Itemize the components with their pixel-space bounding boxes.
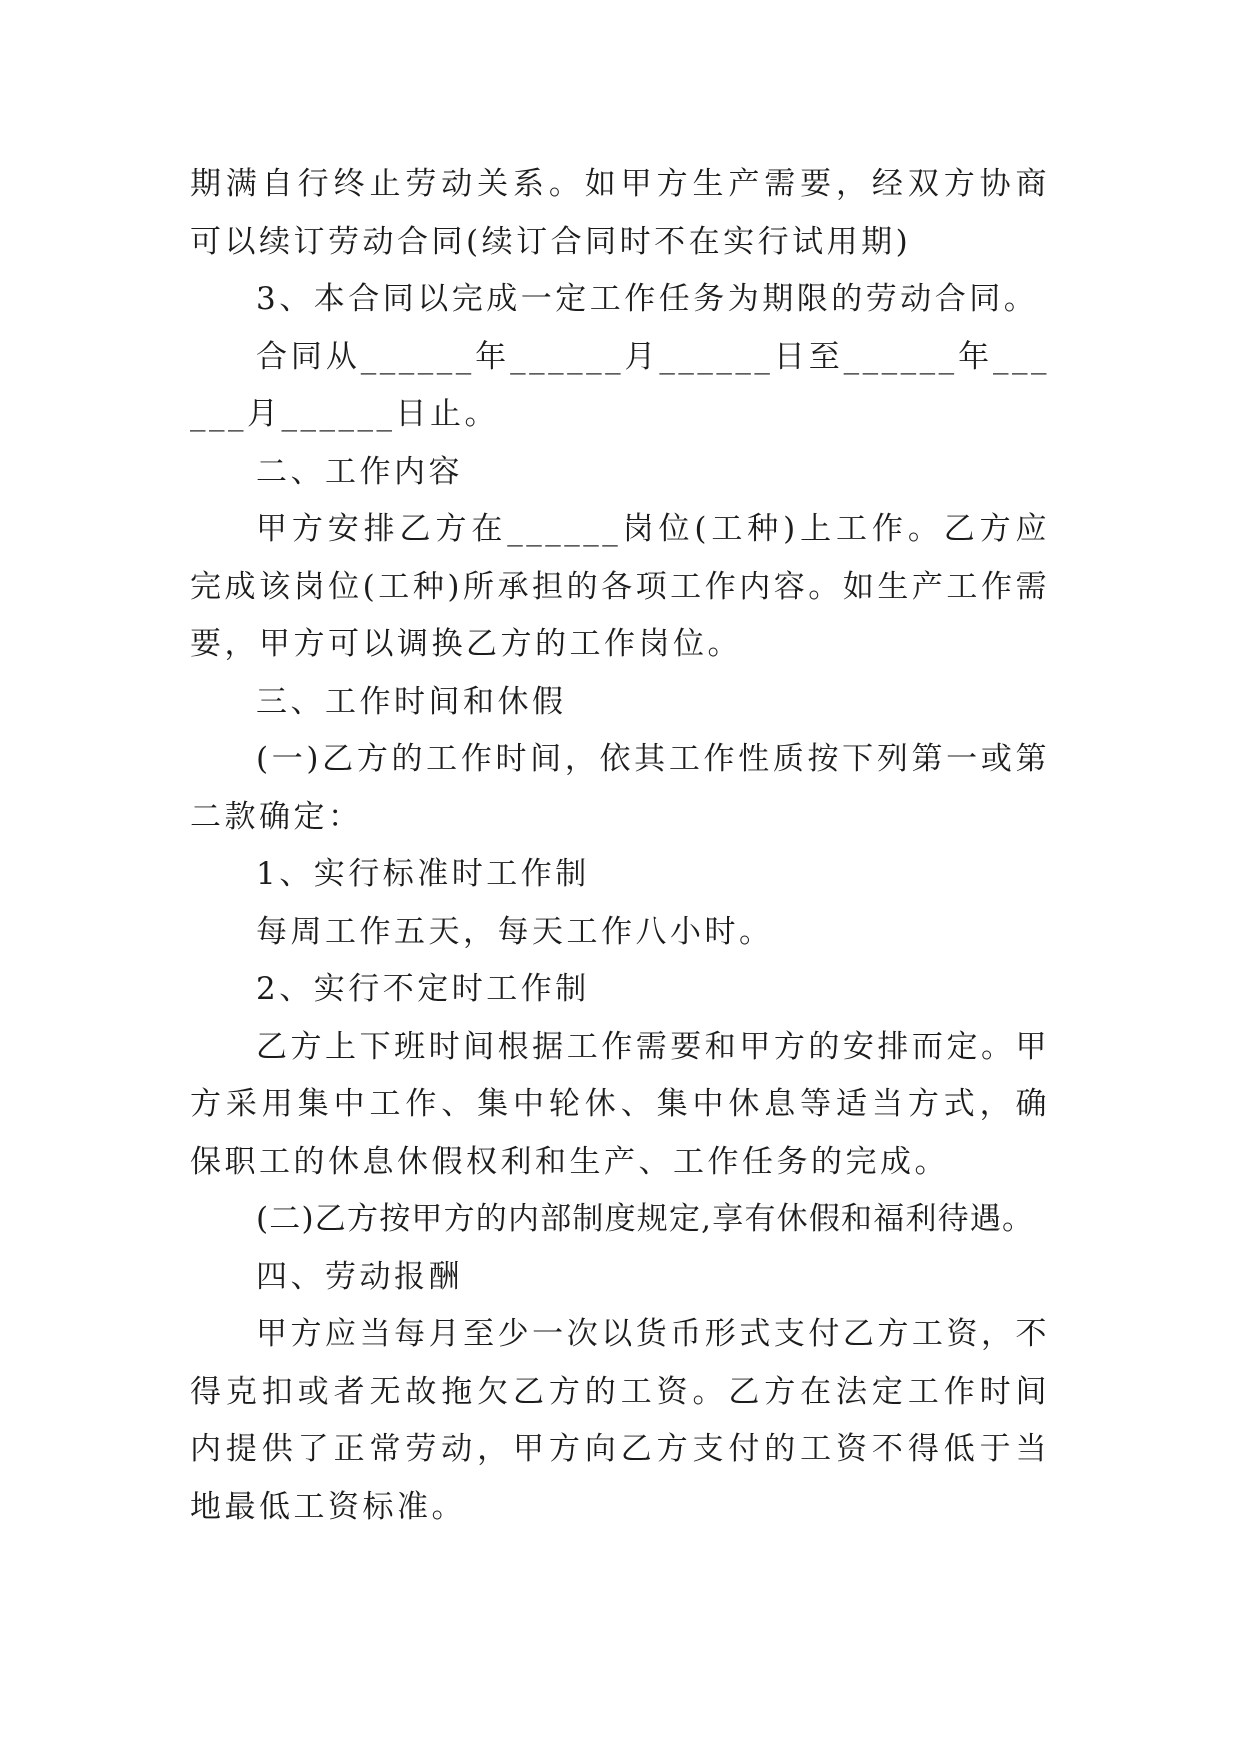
- heading-work-content: 二、工作内容: [256, 453, 463, 490]
- paragraph-work-content: 甲方安排乙方在______岗位(工种)上工作。乙方应完成该岗位(工种)所承担的各项工作内容。如生产工作需要，甲方可以调换乙方的工作岗位。: [190, 511, 1050, 662]
- paragraph-contract-period: 合同从______年______月______日至______年______月______日止。: [190, 338, 1050, 432]
- heading-remuneration: 四、劳动报酬: [256, 1258, 463, 1295]
- paragraph-contract-expiry: 期满自行终止劳动关系。如甲方生产需要，经双方协商可以续订劳动合同(续订合同时不在实行试用期): [190, 166, 1050, 260]
- paragraph-leave-benefits: (二)乙方按甲方的内部制度规定,享有休假和福利待遇。: [256, 1201, 1035, 1237]
- paragraph-flexible-hours: 乙方上下班时间根据工作需要和甲方的安排而定。甲方采用集中工作、集中轮休、集中休息等适当方式，确保职工的休息休假权利和生产、工作任务的完成。: [190, 1028, 1050, 1180]
- item-flexible-hours: 2、实行不定时工作制: [256, 971, 590, 1007]
- paragraph-remuneration: 甲方应当每月至少一次以货币形式支付乙方工资，不得克扣或者无故拖欠乙方的工资。乙方在法定工作时间内提供了正常劳动，甲方向乙方支付的工资不得低于当地最低工资标准。: [190, 1316, 1050, 1525]
- paragraph-task-term: 3、本合同以完成一定工作任务为期限的劳动合同。: [256, 281, 1039, 317]
- document-body: [190, 156, 1050, 1536]
- paragraph-standard-hours: 每周工作五天，每天工作八小时。: [256, 913, 774, 950]
- paragraph-work-hours: (一)乙方的工作时间，依其工作性质按下列第一或第二款确定：: [190, 741, 1050, 835]
- item-standard-hours: 1、实行标准时工作制: [256, 856, 590, 892]
- heading-work-hours: 三、工作时间和休假: [256, 683, 567, 720]
